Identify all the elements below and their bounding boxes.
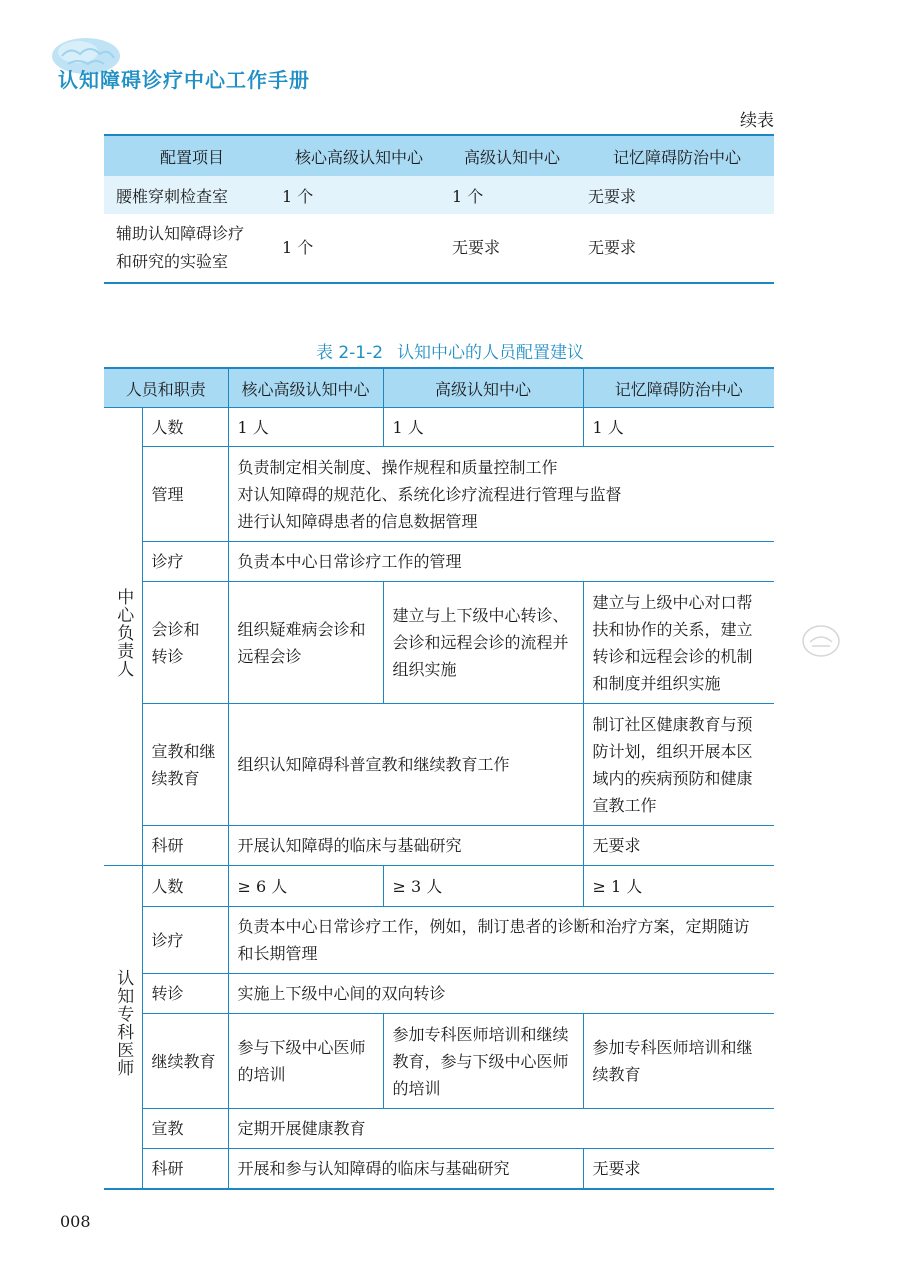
duty-label: 人数: [142, 408, 228, 447]
column-header: 高级认知中心: [383, 368, 583, 408]
role-cell: [104, 866, 142, 1189]
cell: 1 个: [444, 176, 580, 214]
cell: 无要求: [580, 176, 774, 214]
cell: ≥ 3 人: [383, 866, 583, 907]
cell: 负责本中心日常诊疗工作的管理: [228, 542, 774, 582]
table-row: [104, 866, 774, 907]
page-number: 008: [60, 1212, 91, 1231]
duty-label: 转诊: [142, 974, 228, 1014]
table-header-row: [104, 135, 774, 176]
row-label: 腰椎穿刺检查室: [104, 176, 274, 214]
table-row: [104, 447, 774, 542]
cell: 1 个: [282, 238, 314, 257]
cell: [228, 447, 774, 542]
cell: ≥ 1 人: [583, 866, 774, 907]
cell: 参加专科医师培训和继续教育: [583, 1014, 774, 1109]
cell: 开展和参与认知障碍的临床与基础研究: [228, 1149, 583, 1189]
table-row: [104, 826, 774, 866]
cell: 定期开展健康教育: [228, 1109, 774, 1149]
cell-line: 进行认知障碍患者的信息数据管理: [237, 511, 478, 531]
cell: 1 人: [583, 408, 774, 447]
cell: 无要求: [583, 1149, 774, 1189]
duty-label: 诊疗: [142, 907, 228, 974]
duty-label: 宣教: [142, 1109, 228, 1149]
table-row: [104, 704, 774, 826]
duty-label: 诊疗: [142, 542, 228, 582]
cell: 参加专科医师培训和继续教育，参与下级中心医师的培训: [383, 1014, 583, 1109]
column-header: 配置项目: [104, 135, 274, 176]
column-header: 高级认知中心: [444, 135, 580, 176]
duty-label: 科研: [142, 1149, 228, 1189]
cell: 无要求: [452, 238, 501, 257]
role-label: 中心负责人: [113, 587, 134, 678]
table-row: [104, 214, 774, 283]
publisher-watermark-icon: [800, 622, 842, 660]
cell: 无要求: [588, 238, 637, 257]
cell: 1 人: [383, 408, 583, 447]
table-row: [104, 408, 774, 447]
staffing-table: [104, 367, 774, 1190]
duty-label: 管理: [142, 447, 228, 542]
role-cell: [104, 408, 142, 866]
role-label: 认知专科医师: [113, 968, 134, 1077]
duty-label: [142, 704, 228, 826]
duty-label-line: 会诊和: [151, 619, 200, 639]
duty-label-line: 续教育: [151, 768, 200, 788]
column-header: 核心高级认知中心: [228, 368, 383, 408]
facility-table-continued: [104, 134, 774, 284]
column-header: 核心高级认知中心: [274, 135, 444, 176]
table-row: [104, 1109, 774, 1149]
cell: 1 人: [228, 408, 383, 447]
duty-label-line: 宣教和继: [151, 741, 216, 761]
caption-title: 认知中心的人员配置建议: [397, 343, 585, 363]
table-row: [104, 907, 774, 974]
cell-line: 负责制定相关制度、操作规程和质量控制工作: [237, 457, 558, 477]
column-header: 记忆障碍防治中心: [580, 135, 774, 176]
table-row: [104, 176, 774, 214]
table-caption: [0, 338, 900, 363]
duty-label: 继续教育: [142, 1014, 228, 1109]
duty-label: [142, 582, 228, 704]
cell: 组织疑难病会诊和远程会诊: [228, 582, 383, 704]
column-header: 记忆障碍防治中心: [583, 368, 774, 408]
row-label-line: 辅助认知障碍诊疗: [116, 224, 245, 243]
table-row: [104, 582, 774, 704]
table-row: [104, 1014, 774, 1109]
table-row: [104, 1149, 774, 1189]
cell: 1 个: [274, 176, 444, 214]
cell: 实施上下级中心间的双向转诊: [228, 974, 774, 1014]
row-label-line: 和研究的实验室: [116, 252, 229, 271]
column-header: 人员和职责: [104, 368, 228, 408]
continued-label: 续表: [740, 111, 774, 131]
cell: 开展认知障碍的临床与基础研究: [228, 826, 583, 866]
cell: ≥ 6 人: [228, 866, 383, 907]
duty-label: 科研: [142, 826, 228, 866]
cell-line: 对认知障碍的规范化、系统化诊疗流程进行管理与监督: [237, 484, 622, 504]
table-header-row: [104, 368, 774, 408]
table-row: [104, 542, 774, 582]
caption-number: 表 2-1-2: [315, 343, 384, 363]
cell: 制订社区健康教育与预防计划，组织开展本区域内的疾病预防和健康宣教工作: [583, 704, 774, 826]
cell: 组织认知障碍科普宣教和继续教育工作: [228, 704, 583, 826]
cell: 参与下级中心医师的培训: [228, 1014, 383, 1109]
duty-label-line: 转诊: [151, 646, 184, 666]
cell: 无要求: [583, 826, 774, 866]
cell: 建立与上级中心对口帮扶和协作的关系，建立转诊和远程会诊的机制和制度并组织实施: [583, 582, 774, 704]
duty-label: 人数: [142, 866, 228, 907]
cell: 负责本中心日常诊疗工作，例如，制订患者的诊断和治疗方案，定期随访和长期管理: [228, 907, 774, 974]
cell: 建立与上下级中心转诊、会诊和远程会诊的流程并组织实施: [383, 582, 583, 704]
book-title: 认知障碍诊疗中心工作手册: [58, 68, 310, 92]
row-label: [104, 214, 274, 283]
table-row: [104, 974, 774, 1014]
